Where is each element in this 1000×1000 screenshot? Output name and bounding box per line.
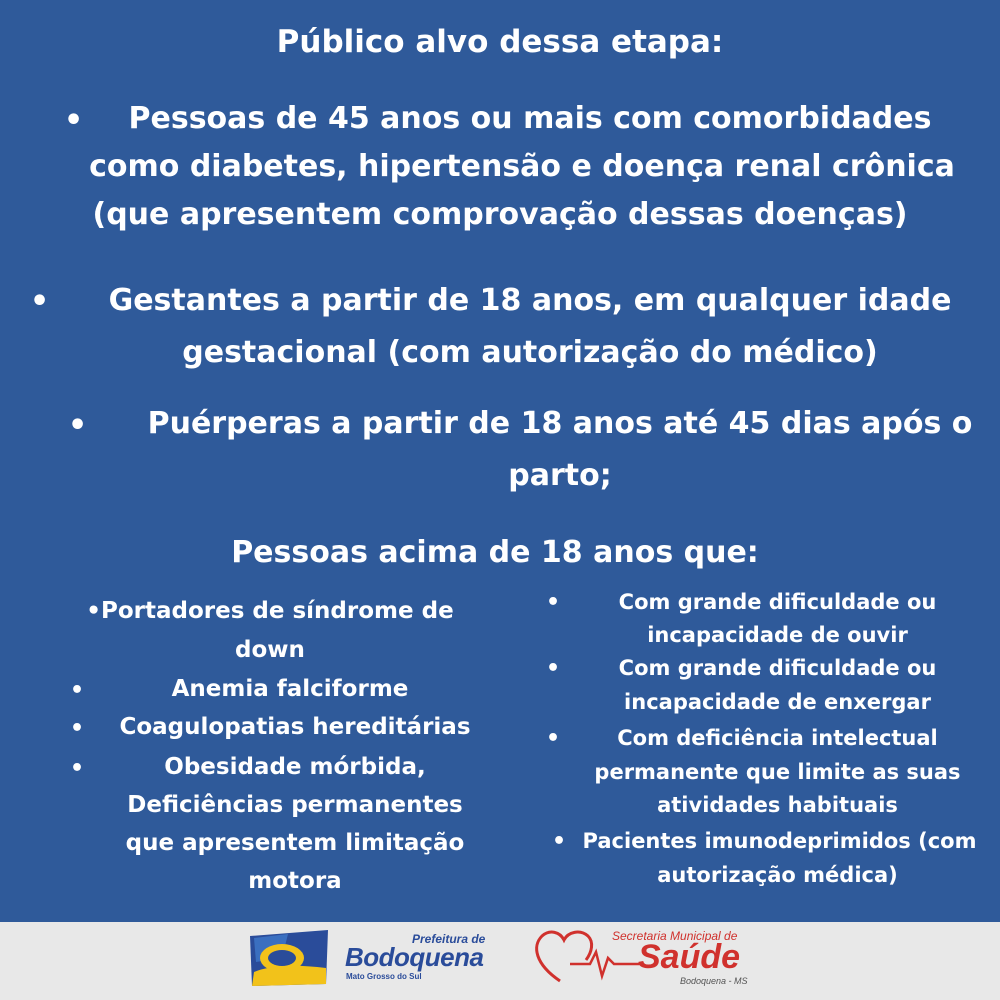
left-item-3: Coagulopatias hereditárias [119, 714, 471, 740]
prefeitura-name: Bodoquena [345, 942, 484, 972]
right-item-3-line-1: Com deficiência intelectual [617, 726, 938, 750]
right-item-2-line-1: Com grande dificuldade ou [618, 656, 937, 680]
main-item-1-line-1: Pessoas de 45 anos ou mais com comorbidades [128, 101, 932, 136]
main-item-1-line-3: (que apresentem comprovação dessas doenças) [92, 197, 908, 232]
right-item-1-line-2: incapacidade de ouvir [647, 623, 908, 647]
left-item-4-line-3: que apresentem limitação [125, 830, 465, 856]
main-item-1-line-2: como diabetes, hipertensão e doença renal crônica [89, 149, 955, 184]
left-item-2: Anemia falciforme [171, 676, 409, 702]
main-item-2-line-2: gestacional (com autorização do médico) [182, 335, 878, 370]
bullet: • [70, 678, 85, 703]
section-subtitle: Pessoas acima de 18 anos que: [231, 535, 759, 570]
left-item-4-line-1: Obesidade mórbida, [164, 754, 426, 780]
right-item-4-line-1: Pacientes imunodeprimidos (com [582, 829, 977, 853]
right-item-3-line-3: atividades habituais [657, 793, 898, 817]
right-item-3-line-2: permanente que limite as suas [594, 760, 961, 784]
footer-logos [0, 922, 1000, 1000]
prefeitura-flag-logo [248, 928, 330, 988]
left-item-1-line-2: down [235, 637, 305, 663]
saude-name: Saúde [638, 938, 741, 976]
main-item-3-line-2: parto; [508, 458, 612, 493]
left-item-4-line-4: motora [248, 868, 342, 894]
bullet: • [30, 284, 50, 319]
saude-label: Secretaria Municipal de [612, 929, 738, 943]
bullet: • [64, 103, 84, 138]
page-title: Público alvo dessa etapa: [276, 24, 724, 60]
right-item-2-line-2: incapacidade de enxergar [624, 690, 931, 714]
left-item-4-line-2: Deficiências permanentes [127, 792, 463, 818]
bullet: • [546, 726, 561, 751]
prefeitura-state: Mato Grosso do Sul [346, 972, 422, 981]
saude-location: Bodoquena - MS [680, 976, 748, 986]
right-item-4-line-2: autorização médica) [657, 863, 898, 887]
left-item-1-line-1: •Portadores de síndrome de [86, 598, 454, 624]
bullet: • [70, 716, 85, 741]
prefeitura-label: Prefeitura de [412, 932, 486, 946]
bullet: • [546, 656, 561, 681]
bullet: • [68, 408, 88, 443]
right-item-1-line-1: Com grande dificuldade ou [618, 590, 937, 614]
bullet: • [546, 590, 561, 615]
main-item-2-line-1: Gestantes a partir de 18 anos, em qualquer idade [108, 283, 952, 318]
bullet: • [552, 829, 567, 854]
bullet: • [70, 756, 85, 781]
main-item-3-line-1: Puérperas a partir de 18 anos até 45 dias após o [147, 406, 973, 441]
